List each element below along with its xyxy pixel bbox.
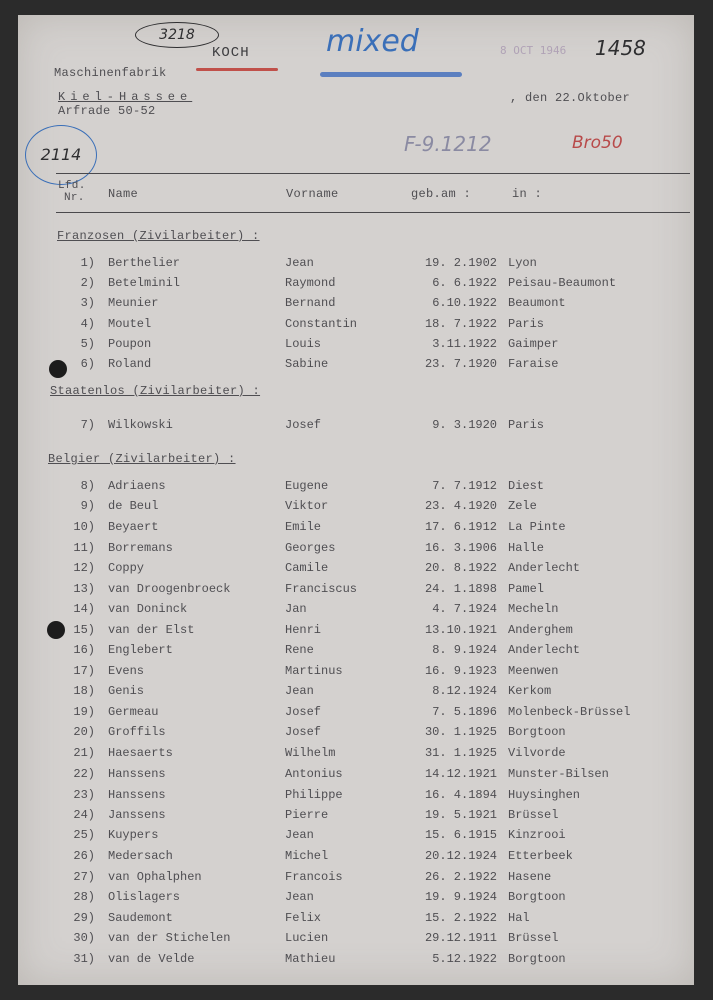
letterhead-line2: Kiel-Hassee bbox=[58, 90, 193, 104]
cell-nr: 23) bbox=[73, 788, 95, 802]
cell-name: Germeau bbox=[108, 705, 159, 719]
header-name: Name bbox=[108, 187, 139, 201]
cell-vorname: Jean bbox=[285, 890, 314, 904]
cell-vorname: Constantin bbox=[285, 317, 358, 331]
section-title-belgier: Belgier (Zivilarbeiter) : bbox=[48, 452, 236, 466]
cell-date: 13.10.1921 bbox=[424, 623, 497, 637]
cell-vorname: Emile bbox=[285, 520, 322, 534]
header-nr: Nr. bbox=[64, 192, 85, 204]
cell-name: Janssens bbox=[108, 808, 166, 822]
cell-date: 20. 8.1922 bbox=[424, 561, 497, 575]
letterhead-line3: Arfrade 50-52 bbox=[58, 104, 156, 118]
cell-vorname: Francois bbox=[285, 870, 343, 884]
cell-name: Genis bbox=[108, 684, 145, 698]
cell-vorname: Jean bbox=[285, 256, 314, 270]
cell-place: Pamel bbox=[508, 582, 545, 596]
cell-date: 3.11.1922 bbox=[432, 337, 497, 351]
cell-place: Zele bbox=[508, 499, 537, 513]
cell-place: Anderghem bbox=[508, 623, 573, 637]
cell-name: van der Stichelen bbox=[108, 931, 231, 945]
cell-name: van der Elst bbox=[108, 623, 195, 637]
cell-nr: 15) bbox=[73, 623, 95, 637]
cell-place: Hasene bbox=[508, 870, 552, 884]
cell-nr: 12) bbox=[73, 561, 95, 575]
cell-name: Borremans bbox=[108, 541, 173, 555]
cell-date: 8.12.1924 bbox=[432, 684, 497, 698]
cell-date: 31. 1.1925 bbox=[424, 746, 497, 760]
cell-vorname: Josef bbox=[285, 418, 322, 432]
cell-date: 5.12.1922 bbox=[432, 952, 497, 966]
cell-date: 8. 9.1924 bbox=[432, 643, 497, 657]
cell-date: 23. 4.1920 bbox=[424, 499, 497, 513]
cell-date: 7. 7.1912 bbox=[432, 479, 497, 493]
cell-place: Borgtoon bbox=[508, 890, 566, 904]
number-annotation: 1458 bbox=[595, 36, 646, 60]
cell-nr: 5) bbox=[80, 337, 95, 351]
cell-nr: 14) bbox=[73, 602, 95, 616]
cell-place: Brüssel bbox=[508, 931, 559, 945]
mixed-annotation: mixed bbox=[326, 24, 419, 59]
cell-date: 15. 6.1915 bbox=[424, 828, 497, 842]
cell-date: 17. 6.1912 bbox=[424, 520, 497, 534]
cell-vorname: Raymond bbox=[285, 276, 336, 290]
cell-nr: 6) bbox=[80, 357, 95, 371]
cell-nr: 20) bbox=[73, 725, 95, 739]
cell-vorname: Lucien bbox=[285, 931, 329, 945]
cell-date: 29.12.1911 bbox=[424, 931, 497, 945]
cell-name: Saudemont bbox=[108, 911, 173, 925]
cell-vorname: Franciscus bbox=[285, 582, 358, 596]
cell-name: Medersach bbox=[108, 849, 173, 863]
cell-name: Berthelier bbox=[108, 256, 181, 270]
cell-date: 18. 7.1922 bbox=[424, 317, 497, 331]
date-stamp: 8 OCT 1946 bbox=[500, 44, 567, 57]
cell-place: Kerkom bbox=[508, 684, 552, 698]
cell-nr: 17) bbox=[73, 664, 95, 678]
header-geb: geb.am : bbox=[411, 187, 472, 201]
cell-nr: 29) bbox=[73, 911, 95, 925]
cell-date: 6. 6.1922 bbox=[432, 276, 497, 290]
cell-date: 19. 5.1921 bbox=[424, 808, 497, 822]
cell-date: 16. 3.1906 bbox=[424, 541, 497, 555]
cell-name: van de Velde bbox=[108, 952, 195, 966]
cell-name: Beyaert bbox=[108, 520, 159, 534]
cell-vorname: Sabine bbox=[285, 357, 329, 371]
cell-date: 19. 9.1924 bbox=[424, 890, 497, 904]
cell-vorname: Josef bbox=[285, 705, 322, 719]
cell-date: 7. 5.1896 bbox=[432, 705, 497, 719]
cell-vorname: Wilhelm bbox=[285, 746, 336, 760]
cell-vorname: Camile bbox=[285, 561, 329, 575]
cell-vorname: Louis bbox=[285, 337, 322, 351]
circled-number: 3218 bbox=[135, 22, 219, 48]
cell-name: Coppy bbox=[108, 561, 145, 575]
file-ref: F-9.1212 bbox=[404, 132, 492, 156]
cell-name: Groffils bbox=[108, 725, 166, 739]
cell-vorname: Antonius bbox=[285, 767, 343, 781]
punch-hole bbox=[47, 621, 65, 639]
cell-place: Anderlecht bbox=[508, 643, 581, 657]
cell-vorname: Henri bbox=[285, 623, 322, 637]
cell-nr: 28) bbox=[73, 890, 95, 904]
cell-name: Adriaens bbox=[108, 479, 166, 493]
cell-place: Diest bbox=[508, 479, 545, 493]
cell-place: Hal bbox=[508, 911, 530, 925]
cell-place: Gaimper bbox=[508, 337, 559, 351]
cell-vorname: Viktor bbox=[285, 499, 329, 513]
cell-place: Molenbeck-Brüssel bbox=[508, 705, 631, 719]
cell-name: Olislagers bbox=[108, 890, 181, 904]
cell-vorname: Michel bbox=[285, 849, 329, 863]
red-note: Bro50 bbox=[572, 133, 623, 153]
cell-name: Betelminil bbox=[108, 276, 181, 290]
cell-nr: 7) bbox=[80, 418, 95, 432]
header-top-rule bbox=[56, 173, 690, 174]
cell-vorname: Jean bbox=[285, 684, 314, 698]
cell-vorname: Rene bbox=[285, 643, 314, 657]
cell-nr: 3) bbox=[80, 296, 95, 310]
cell-name: Englebert bbox=[108, 643, 173, 657]
cell-date: 16. 9.1923 bbox=[424, 664, 497, 678]
cell-name: van Ophalphen bbox=[108, 870, 202, 884]
cell-nr: 31) bbox=[73, 952, 95, 966]
letterhead-line1: Maschinenfabrik bbox=[54, 66, 167, 80]
cell-name: Haesaerts bbox=[108, 746, 173, 760]
cell-place: Lyon bbox=[508, 256, 537, 270]
cell-nr: 27) bbox=[73, 870, 95, 884]
cell-date: 6.10.1922 bbox=[432, 296, 497, 310]
cell-nr: 8) bbox=[80, 479, 95, 493]
cell-place: Paris bbox=[508, 317, 545, 331]
cell-name: Evens bbox=[108, 664, 145, 678]
cell-place: Halle bbox=[508, 541, 545, 555]
header-vorname: Vorname bbox=[286, 187, 339, 201]
date-line: , den 22.Oktober bbox=[510, 91, 631, 105]
cell-place: Paris bbox=[508, 418, 545, 432]
cell-nr: 26) bbox=[73, 849, 95, 863]
cell-nr: 1) bbox=[80, 256, 95, 270]
cell-nr: 16) bbox=[73, 643, 95, 657]
cell-nr: 24) bbox=[73, 808, 95, 822]
cell-nr: 9) bbox=[80, 499, 95, 513]
cell-date: 20.12.1924 bbox=[424, 849, 497, 863]
cell-place: Peisau-Beaumont bbox=[508, 276, 617, 290]
cell-vorname: Martinus bbox=[285, 664, 343, 678]
header-bottom-rule bbox=[56, 212, 690, 213]
cell-vorname: Bernand bbox=[285, 296, 336, 310]
cell-date: 19. 2.1902 bbox=[424, 256, 497, 270]
cell-date: 26. 2.1922 bbox=[424, 870, 497, 884]
cell-nr: 21) bbox=[73, 746, 95, 760]
cell-date: 16. 4.1894 bbox=[424, 788, 497, 802]
cell-name: Hanssens bbox=[108, 788, 166, 802]
punch-hole bbox=[49, 360, 67, 378]
cell-place: Vilvorde bbox=[508, 746, 566, 760]
cell-vorname: Mathieu bbox=[285, 952, 336, 966]
cell-name: van Droogenbroeck bbox=[108, 582, 231, 596]
cell-name: Hanssens bbox=[108, 767, 166, 781]
cell-vorname: Pierre bbox=[285, 808, 329, 822]
cell-nr: 30) bbox=[73, 931, 95, 945]
cell-nr: 25) bbox=[73, 828, 95, 842]
cell-vorname: Felix bbox=[285, 911, 322, 925]
cell-place: Borgtoon bbox=[508, 725, 566, 739]
cell-nr: 2) bbox=[80, 276, 95, 290]
cell-place: Etterbeek bbox=[508, 849, 573, 863]
cell-name: Poupon bbox=[108, 337, 152, 351]
cell-vorname: Josef bbox=[285, 725, 322, 739]
cell-place: Borgtoon bbox=[508, 952, 566, 966]
cell-date: 14.12.1921 bbox=[424, 767, 497, 781]
cell-nr: 11) bbox=[73, 541, 95, 555]
cell-nr: 18) bbox=[73, 684, 95, 698]
cell-date: 23. 7.1920 bbox=[424, 357, 497, 371]
typed-name: KOCH bbox=[212, 45, 250, 61]
cell-date: 4. 7.1924 bbox=[432, 602, 497, 616]
cell-name: Kuypers bbox=[108, 828, 159, 842]
cell-nr: 13) bbox=[73, 582, 95, 596]
header-lfd: Lfd. bbox=[58, 180, 86, 192]
cell-date: 15. 2.1922 bbox=[424, 911, 497, 925]
cell-nr: 22) bbox=[73, 767, 95, 781]
cell-vorname: Philippe bbox=[285, 788, 343, 802]
cell-place: Mecheln bbox=[508, 602, 559, 616]
cell-vorname: Georges bbox=[285, 541, 336, 555]
cell-place: Meenwen bbox=[508, 664, 559, 678]
circled-left: 2114 bbox=[25, 125, 97, 185]
cell-vorname: Jean bbox=[285, 828, 314, 842]
cell-date: 24. 1.1898 bbox=[424, 582, 497, 596]
cell-date: 30. 1.1925 bbox=[424, 725, 497, 739]
cell-name: de Beul bbox=[108, 499, 159, 513]
cell-name: Roland bbox=[108, 357, 152, 371]
section-title-staatenlos: Staatenlos (Zivilarbeiter) : bbox=[50, 384, 261, 398]
cell-place: Huysinghen bbox=[508, 788, 581, 802]
red-underline bbox=[196, 68, 278, 71]
cell-name: van Doninck bbox=[108, 602, 188, 616]
blue-underline bbox=[320, 72, 462, 77]
section-title-franzosen: Franzosen (Zivilarbeiter) : bbox=[57, 229, 260, 243]
cell-place: Munster-Bilsen bbox=[508, 767, 609, 781]
cell-nr: 19) bbox=[73, 705, 95, 719]
cell-date: 9. 3.1920 bbox=[432, 418, 497, 432]
cell-vorname: Jan bbox=[285, 602, 307, 616]
cell-name: Wilkowski bbox=[108, 418, 173, 432]
cell-place: Faraise bbox=[508, 357, 559, 371]
cell-vorname: Eugene bbox=[285, 479, 329, 493]
cell-name: Moutel bbox=[108, 317, 152, 331]
cell-nr: 4) bbox=[80, 317, 95, 331]
cell-place: Brüssel bbox=[508, 808, 559, 822]
cell-place: Anderlecht bbox=[508, 561, 581, 575]
cell-place: Beaumont bbox=[508, 296, 566, 310]
cell-name: Meunier bbox=[108, 296, 159, 310]
cell-place: Kinzrooi bbox=[508, 828, 566, 842]
cell-place: La Pinte bbox=[508, 520, 566, 534]
cell-nr: 10) bbox=[73, 520, 95, 534]
header-in: in : bbox=[512, 187, 543, 201]
